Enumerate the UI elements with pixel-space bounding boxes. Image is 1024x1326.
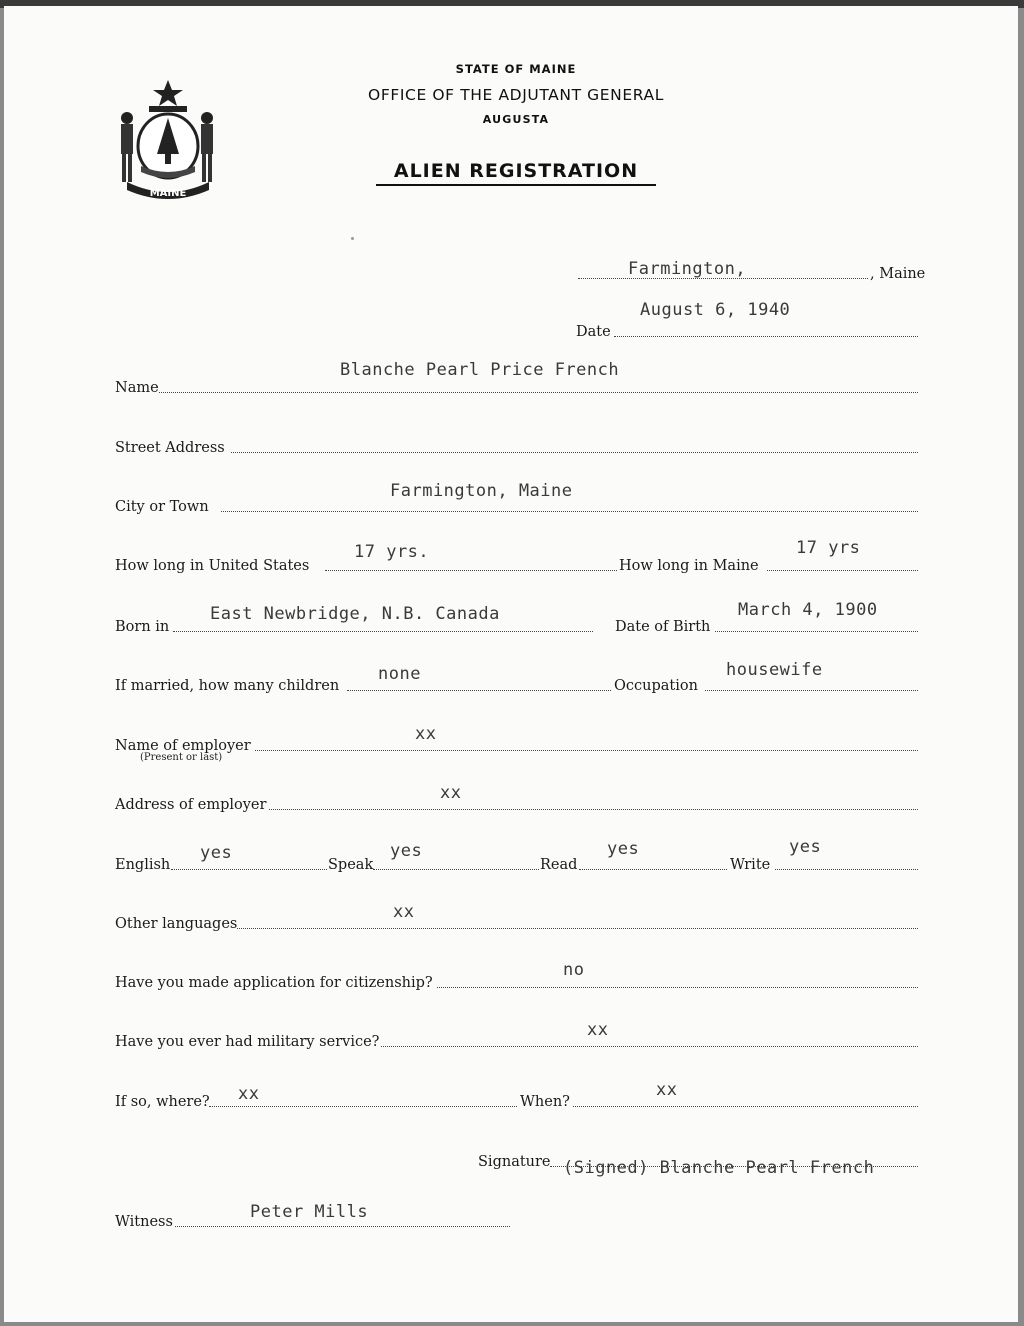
speak-label: Speak: [328, 857, 374, 873]
how-long-maine-value: 17 yrs: [796, 538, 861, 558]
speak-value: yes: [390, 841, 423, 861]
other-languages-label: Other languages: [115, 916, 238, 932]
dob-value: March 4, 1900: [738, 600, 878, 620]
military-value: xx: [587, 1020, 609, 1040]
employer-address-row: [115, 789, 918, 813]
document-title: ALIEN REGISTRATION: [376, 160, 656, 186]
name-label: Name: [115, 380, 159, 396]
signature-value: (Signed) Blanche Pearl French: [563, 1158, 875, 1178]
office-heading: OFFICE OF THE ADJUTANT GENERAL: [368, 86, 664, 104]
employer-address-value: xx: [440, 783, 462, 803]
place-suffix: , Maine: [870, 266, 926, 282]
street-row: [115, 432, 918, 456]
where-label: If so, where?: [115, 1094, 210, 1110]
date-value: August 6, 1940: [640, 300, 791, 320]
document-page: [4, 6, 1018, 1322]
how-long-us-value: 17 yrs.: [354, 542, 430, 562]
write-value: yes: [789, 837, 822, 857]
date-label: Date: [576, 324, 611, 340]
state-heading: STATE OF MAINE: [455, 62, 577, 76]
place-value: Farmington,: [628, 259, 747, 279]
signature-label: Signature: [478, 1154, 551, 1170]
city-label: City or Town: [115, 499, 209, 515]
seal-text: MAINE: [149, 188, 187, 199]
occupation-value: housewife: [726, 660, 823, 680]
witness-label: Witness: [115, 1214, 173, 1230]
citizenship-value: no: [563, 960, 585, 980]
occupation-label: Occupation: [614, 678, 698, 694]
employer-row: [115, 730, 918, 754]
how-long-maine-label: How long in Maine: [619, 558, 759, 574]
write-label: Write: [730, 857, 771, 873]
witness-value: Peter Mills: [250, 1202, 369, 1222]
dob-label: Date of Birth: [615, 619, 711, 635]
street-label: Street Address: [115, 440, 225, 456]
employer-sublabel: (Present or last): [140, 752, 223, 763]
when-value: xx: [656, 1080, 678, 1100]
employer-label: Name of employer: [115, 738, 251, 754]
children-value: none: [378, 664, 421, 684]
born-in-value: East Newbridge, N.B. Canada: [210, 604, 500, 624]
where-when-row: [115, 1086, 918, 1110]
military-label: Have you ever had military service?: [115, 1034, 380, 1050]
when-label: When?: [520, 1094, 570, 1110]
english-value: yes: [200, 843, 233, 863]
state-seal-icon: [113, 76, 223, 202]
speck: [351, 237, 354, 240]
read-label: Read: [540, 857, 578, 873]
name-value: Blanche Pearl Price French: [340, 360, 620, 380]
citizenship-row: [115, 967, 918, 991]
citizenship-label: Have you made application for citizenship?: [115, 975, 433, 991]
employer-address-label: Address of employer: [115, 797, 267, 813]
how-long-us-label: How long in United States: [115, 558, 310, 574]
military-row: [115, 1026, 918, 1050]
other-languages-row: [115, 908, 918, 932]
city-value: Farmington, Maine: [390, 481, 573, 501]
english-label: English: [115, 857, 171, 873]
born-in-label: Born in: [115, 619, 170, 635]
read-value: yes: [607, 839, 640, 859]
children-label: If married, how many children: [115, 678, 340, 694]
city-heading: AUGUSTA: [482, 113, 550, 126]
where-value: xx: [238, 1084, 260, 1104]
other-languages-value: xx: [393, 902, 415, 922]
employer-value: xx: [415, 724, 437, 744]
